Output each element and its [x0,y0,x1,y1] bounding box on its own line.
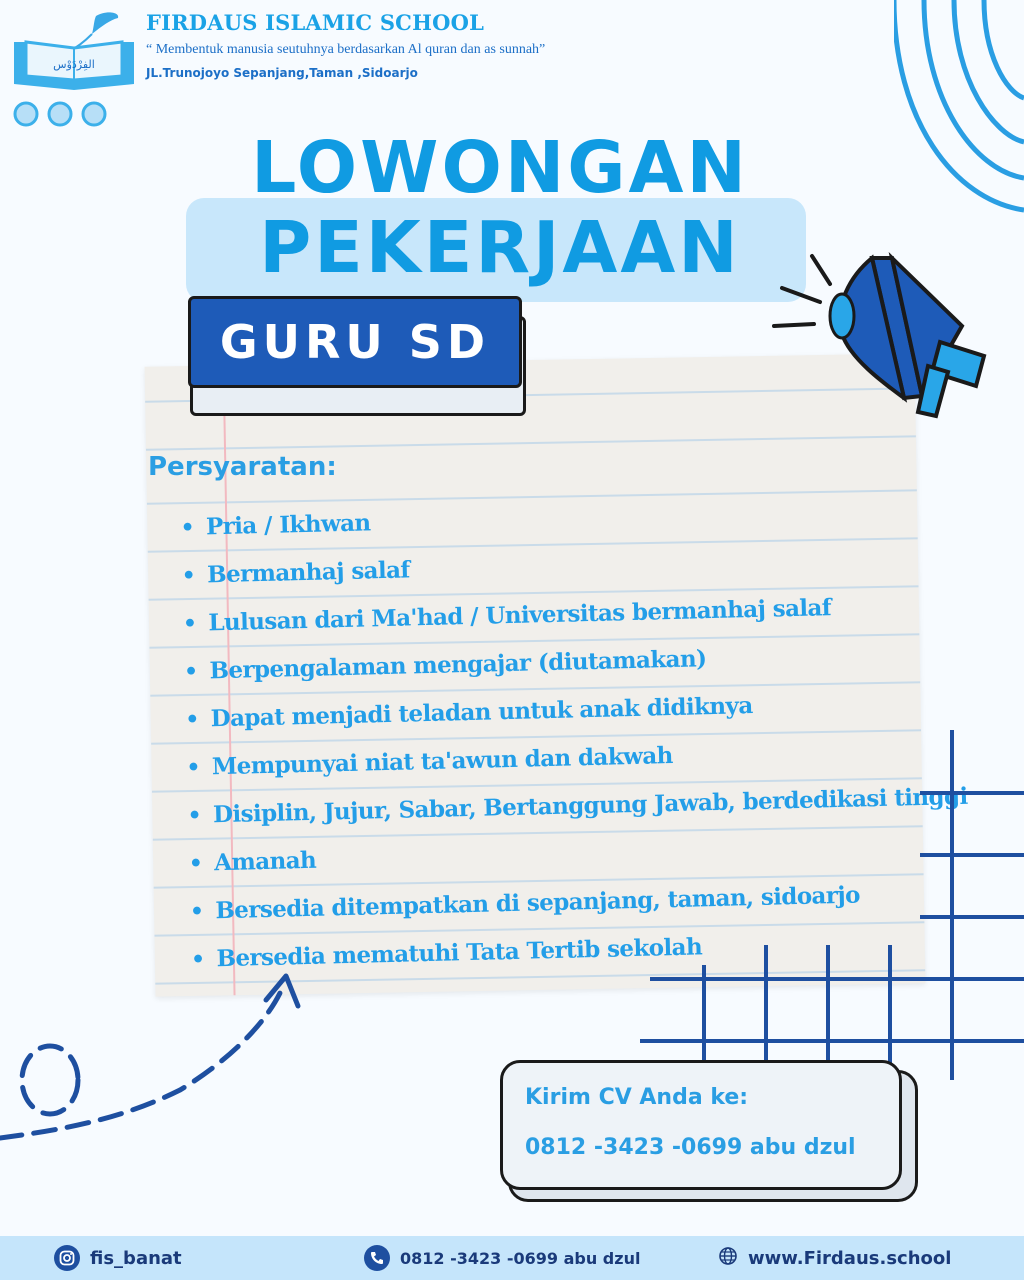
phone-icon [364,1245,390,1271]
dashed-arrow-icon [0,960,320,1150]
decorative-grid [620,725,1024,1085]
megaphone-icon [772,246,1002,426]
requirement-item: • Amanah [188,822,929,888]
school-address: JL.Trunojoyo Sepanjang,Taman ,Sidoarjo [146,66,418,80]
requirement-item: • Bermanhaj salaf [181,534,922,600]
requirement-item: • Berpengalaman mengajar (diutamakan) [184,630,925,696]
footer-instagram[interactable] [54,1236,182,1280]
instagram-icon [54,1245,80,1271]
role-title: GURU SD [219,315,491,369]
requirement-item: • Disiplin, Jujur, Sabar, Bertanggung Jawab, berdedikasi tinggi [187,774,928,840]
footer-bar [0,1236,1024,1280]
requirements-heading: Persyaratan: [148,452,337,482]
footer-website[interactable] [718,1236,951,1280]
website-url: www.Firdaus.school [748,1247,952,1269]
school-name: FIRDAUS ISLAMIC SCHOOL [146,10,485,35]
headline-line-2: PEKERJAAN [259,206,741,289]
school-tagline: “ Membentuk manusia seutuhnya berdasarkan Al quran dan as sunnah” [146,42,546,57]
footer-phone-number: 0812 -3423 -0699 abu dzul [400,1248,641,1268]
svg-text:الفِرْدَوْس: الفِرْدَوْس [53,58,95,71]
cv-label: Kirim CV Anda ke: [525,1085,749,1110]
footer-phone[interactable] [364,1236,640,1280]
cv-contact-box [500,1060,902,1190]
instagram-handle: fis_banat [90,1247,182,1269]
cv-phone: 0812 -3423 -0699 abu dzul [525,1135,856,1160]
requirement-item: • Dapat menjadi teladan untuk anak didiknya [185,678,926,744]
requirement-item: • Lulusan dari Ma'had / Universitas bermanhaj salaf [182,582,923,648]
role-badge [188,296,522,388]
requirement-item: • Bersedia mematuhi Tata Tertib sekolah [191,918,932,984]
decorative-arcs [894,0,1024,220]
headline-line-1: LOWONGAN [251,126,749,209]
school-logo [10,8,138,128]
globe-icon [718,1246,738,1271]
requirement-item: • Pria / Ikhwan [180,486,921,552]
headline [150,128,850,288]
requirement-item: • Mempunyai niat ta'awun dan dakwah [186,726,927,792]
requirement-item: • Bersedia ditempatkan di sepanjang, taman, sidoarjo [189,870,930,936]
